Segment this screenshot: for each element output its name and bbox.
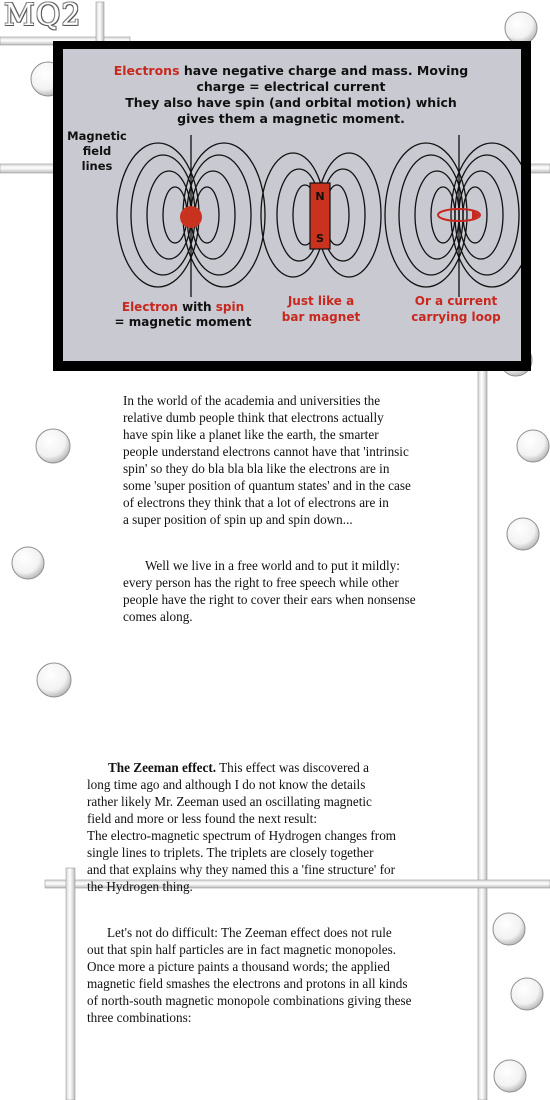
- text-line: single lines to triplets. The triplets are closely together: [87, 845, 374, 860]
- text-line: out that spin half particles are in fact magnetic monopoles.: [87, 942, 397, 957]
- text-line: people have the right to cover their ears when nonsense: [123, 592, 416, 607]
- caption-left-line1: [122, 300, 244, 314]
- slide-header-line1: [114, 63, 469, 78]
- text-line: field and more or less found the next result:: [87, 811, 317, 826]
- field-lines-label-3: lines: [81, 159, 113, 173]
- electron-spin-slide: [53, 41, 531, 371]
- slide-header-line2: charge = electrical current: [196, 79, 386, 94]
- text-line: have spin like a planet like the earth, the smarter: [123, 427, 379, 442]
- field-lines-label-2: field: [82, 144, 112, 158]
- zeeman-first-line: This effect was discovered a: [216, 760, 369, 775]
- mq2-logo: MQ2: [4, 0, 82, 33]
- caption-mid-line1: Just like a: [287, 294, 355, 308]
- caption-right-line1: Or a current: [414, 294, 498, 308]
- text-line: Once more a picture paints a thousand words; the applied: [87, 959, 390, 974]
- text-line: long time ago and although I do not know the details: [87, 777, 366, 792]
- text-line: three combinations:: [87, 1010, 192, 1025]
- caption-right-line2: carrying loop: [411, 310, 501, 324]
- text-line-heading: [87, 759, 396, 776]
- text-line: In the world of the academia and universities the: [123, 393, 381, 408]
- text-line: Well we live in a free world and to put it mildly:: [145, 558, 400, 573]
- magnet-s-label: S: [316, 232, 324, 245]
- magnet-n-label: N: [315, 190, 325, 203]
- text-line: Let's not do difficult: The Zeeman effect does not rule: [107, 925, 392, 940]
- electron-ball: [180, 206, 202, 228]
- text-line: rather likely Mr. Zeeman used an oscillating magnetic: [87, 794, 372, 809]
- text-line: people understand electrons cannot have that 'intrinsic: [123, 444, 409, 459]
- slide-canvas: [63, 49, 521, 361]
- caption-mid-line2: bar magnet: [281, 310, 361, 324]
- caption-left-line2: = magnetic moment: [114, 315, 252, 329]
- text-line: spin' so they do bla bla bla like the electrons are in: [123, 461, 390, 476]
- paragraph-monopoles: [87, 924, 412, 1026]
- zeeman-heading: The Zeeman effect.: [108, 760, 217, 775]
- paragraph-academia: [123, 392, 411, 528]
- field-lines-label-1: Magnetic: [67, 129, 127, 143]
- text-line: The electro-magnetic spectrum of Hydrogen changes from: [87, 828, 397, 843]
- caption-spin-word: spin: [215, 300, 245, 314]
- slide-header-line1-rest: have negative charge and mass. Moving: [179, 63, 469, 78]
- slide-header-red-word: Electrons: [113, 63, 180, 78]
- paragraph-free-world: [123, 557, 416, 625]
- text-line: of electrons they think that a lot of electrons are in: [123, 495, 389, 510]
- caption-electron-word: Electron: [121, 300, 178, 314]
- text-line: every person has the right to free speech while other: [123, 575, 399, 590]
- text-line: a super position of spin up and spin down...: [123, 512, 353, 527]
- slide-header-line3: They also have spin (and orbital motion) which: [125, 95, 457, 110]
- text-line: comes along.: [123, 609, 193, 624]
- text-line: of north-south magnetic monopole combinations giving these: [87, 993, 412, 1008]
- slide-header-line4: gives them a magnetic moment.: [177, 111, 405, 126]
- text-line: and that explains why they named this a 'fine structure' for: [87, 862, 395, 877]
- text-line: magnetic field smashes the electrons and protons in all kinds: [87, 976, 408, 991]
- caption-with-word: with: [177, 300, 216, 314]
- text-line: the Hydrogen thing.: [87, 879, 193, 894]
- paragraph-zeeman-effect: [87, 759, 396, 895]
- text-line: some 'super position of quantum states' and in the case: [123, 478, 411, 493]
- text-line: relative dumb people think that electrons actually: [123, 410, 384, 425]
